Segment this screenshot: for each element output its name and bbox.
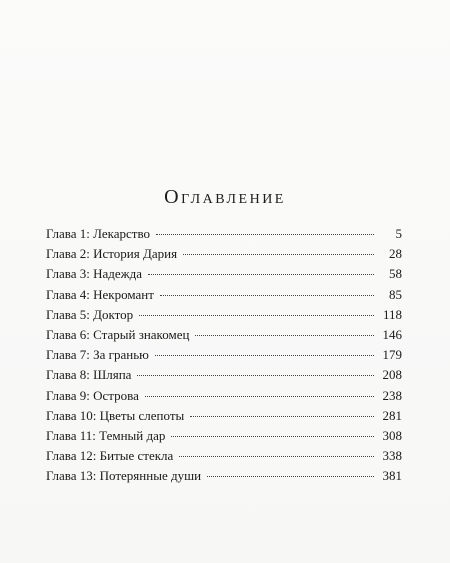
toc-dot-leader xyxy=(137,375,374,376)
page-title: Оглавление xyxy=(164,186,286,208)
toc-entry xyxy=(46,408,402,428)
toc-dot-leader xyxy=(139,315,374,316)
toc-entry-label: Глава 8: Шляпа xyxy=(46,367,132,383)
toc-entry-page: 338 xyxy=(382,448,402,464)
toc-entry-label: Глава 4: Некромант xyxy=(46,286,154,302)
toc-dot-leader xyxy=(148,274,374,275)
toc-entry xyxy=(46,347,402,367)
toc-entry-label: Глава 13: Потерянные души xyxy=(46,468,202,484)
toc-entry-page: 118 xyxy=(382,306,402,322)
toc-entry xyxy=(46,468,402,488)
toc-entry xyxy=(46,226,402,246)
toc-entry-label: Глава 6: Старый знакомец xyxy=(46,326,190,342)
toc-dot-leader xyxy=(179,456,374,457)
toc-entry xyxy=(46,287,402,307)
toc-entry-label: Глава 11: Темный дар xyxy=(46,427,166,443)
toc-entry-page: 179 xyxy=(382,347,402,363)
toc-entry xyxy=(46,367,402,387)
toc-entry-page: 85 xyxy=(389,286,402,302)
toc-entry-page: 146 xyxy=(382,326,402,342)
toc-entry xyxy=(46,307,402,327)
toc-entry-label: Глава 1: Лекарство xyxy=(46,226,151,241)
toc-dot-leader xyxy=(160,295,374,296)
toc-dot-leader xyxy=(195,335,374,336)
toc-entry-page: 5 xyxy=(395,226,402,241)
toc-dot-leader xyxy=(171,436,374,437)
toc-entry-label: Глава 10: Цветы слепоты xyxy=(46,407,185,423)
toc-entry xyxy=(46,448,402,468)
toc-entry-page: 281 xyxy=(382,407,402,423)
toc-entry-page: 28 xyxy=(389,246,402,262)
toc-entry-page: 208 xyxy=(382,367,402,383)
toc-entry xyxy=(46,246,402,266)
table-of-contents xyxy=(46,226,402,488)
toc-entry xyxy=(46,428,402,448)
toc-dot-leader xyxy=(145,396,374,397)
toc-entry-label: Глава 12: Битые стекла xyxy=(46,448,174,464)
toc-entry xyxy=(46,388,402,408)
toc-entry-page: 381 xyxy=(382,468,402,484)
toc-entry xyxy=(46,327,402,347)
toc-entry-label: Глава 9: Острова xyxy=(46,387,139,403)
toc-dot-leader xyxy=(207,476,374,477)
toc-dot-leader xyxy=(155,355,374,356)
toc-entry-page: 238 xyxy=(382,387,402,403)
toc-entry-label: Глава 7: За гранью xyxy=(46,347,149,363)
toc-entry-label: Глава 2: История Дария xyxy=(46,246,178,262)
toc-entry-page: 58 xyxy=(389,266,402,282)
toc-entry-label: Глава 3: Надежда xyxy=(46,266,143,282)
toc-dot-leader xyxy=(183,254,374,255)
toc-entry-label: Глава 5: Доктор xyxy=(46,306,134,322)
toc-entry-page: 308 xyxy=(382,427,402,443)
toc-entry xyxy=(46,266,402,286)
toc-dot-leader xyxy=(190,416,374,417)
toc-dot-leader xyxy=(156,234,374,235)
